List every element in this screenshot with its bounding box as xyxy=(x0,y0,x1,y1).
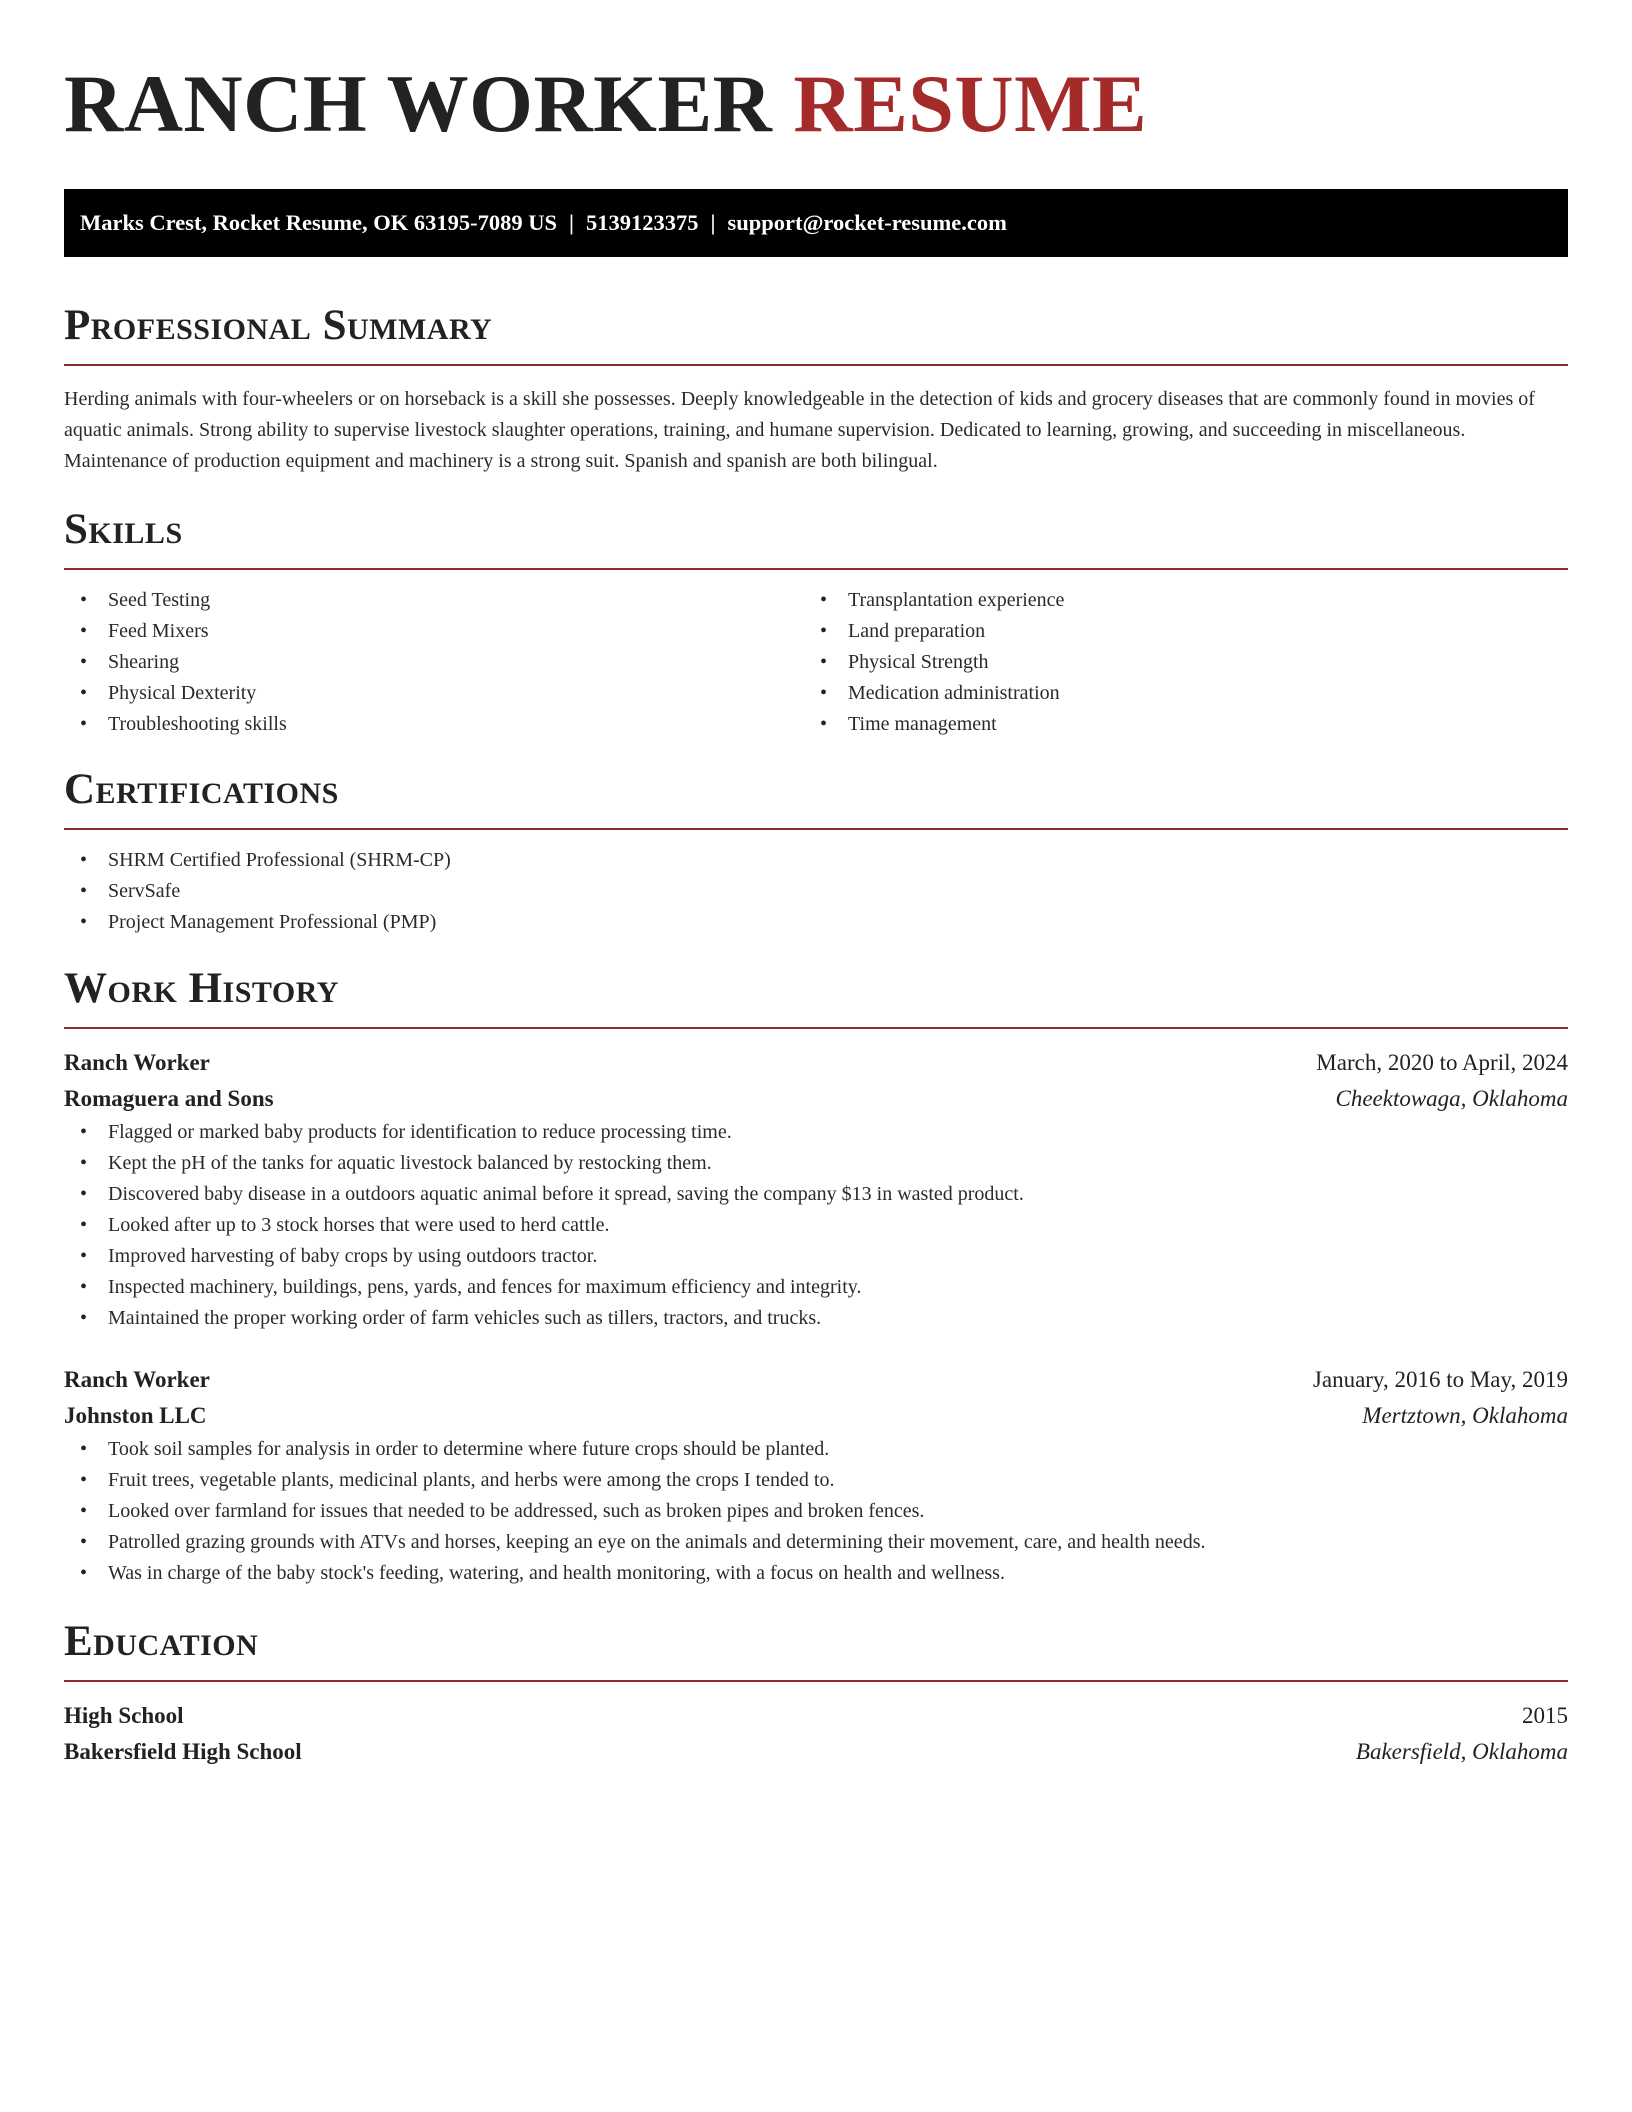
education-degree-row xyxy=(64,1698,1568,1734)
section-divider xyxy=(64,1680,1568,1682)
job-entry xyxy=(64,1362,1568,1589)
skills-section xyxy=(64,504,1568,740)
job-duty: • Was in charge of the baby stock's feeding, watering, and health monitoring, with a focus on health and wellness. xyxy=(64,1558,1568,1589)
contact-email[interactable]: support@rocket-resume.com xyxy=(727,210,1007,235)
certification-item: • Project Management Professional (PMP) xyxy=(64,907,1568,938)
summary-section xyxy=(64,300,1568,477)
education-location: Bakersfield, Oklahoma xyxy=(1355,1739,1568,1764)
title-main: RANCH WORKER xyxy=(64,58,773,149)
skill-item: • Medication administration xyxy=(804,678,1544,709)
work-history-section xyxy=(64,963,1568,1589)
contact-separator: | xyxy=(710,210,716,235)
job-company: Johnston LLC xyxy=(64,1403,207,1428)
skill-item: • Time management xyxy=(804,709,1544,740)
resume-title xyxy=(64,56,1568,152)
skill-item: • Land preparation xyxy=(804,616,1544,647)
job-duties-list xyxy=(64,1117,1568,1334)
certifications-list xyxy=(64,845,1568,938)
summary-heading: Professional Summary xyxy=(64,302,493,349)
job-duty: • Flagged or marked baby products for identification to reduce processing time. xyxy=(64,1117,1568,1148)
skill-item: • Transplantation experience xyxy=(804,585,1544,616)
education-year: 2015 xyxy=(1522,1703,1568,1728)
job-duty: • Looked after up to 3 stock horses that were used to herd cattle. xyxy=(64,1210,1568,1241)
contact-separator: | xyxy=(569,210,574,235)
education-school-row xyxy=(64,1734,1568,1770)
job-duty: • Discovered baby disease in a outdoors aquatic animal before it spread, saving the company $13 in wasted product. xyxy=(64,1179,1568,1210)
contact-address: Marks Crest, Rocket Resume, OK 63195-7089 US xyxy=(80,210,558,235)
job-duty: • Improved harvesting of baby crops by using outdoors tractor. xyxy=(64,1241,1568,1272)
job-location: Cheektowaga, Oklahoma xyxy=(1335,1086,1568,1111)
job-title: Ranch Worker xyxy=(64,1050,210,1075)
job-duty: • Took soil samples for analysis in order to determine where future crops should be planted. xyxy=(64,1434,1568,1465)
certification-item: • ServSafe xyxy=(64,876,1568,907)
contact-bar xyxy=(64,189,1568,257)
job-title-row xyxy=(64,1362,1568,1398)
education-entry xyxy=(64,1698,1568,1770)
skill-item: • Seed Testing xyxy=(64,585,804,616)
work-history-heading: Work History xyxy=(64,965,339,1012)
job-dates: January, 2016 to May, 2019 xyxy=(1312,1367,1568,1392)
job-duty: • Maintained the proper working order of farm vehicles such as tillers, tractors, and trucks. xyxy=(64,1303,1568,1334)
skill-item: • Feed Mixers xyxy=(64,616,804,647)
section-divider xyxy=(64,828,1568,830)
title-accent: RESUME xyxy=(793,58,1148,149)
job-title-row xyxy=(64,1045,1568,1081)
skill-item: • Physical Dexterity xyxy=(64,678,804,709)
certifications-heading: Certifications xyxy=(64,766,339,813)
job-duty: • Kept the pH of the tanks for aquatic livestock balanced by restocking them. xyxy=(64,1148,1568,1179)
skill-item: • Physical Strength xyxy=(804,647,1544,678)
education-heading: Education xyxy=(64,1618,259,1665)
contact-phone: 5139123375 xyxy=(586,210,699,235)
education-school: Bakersfield High School xyxy=(64,1739,302,1764)
job-company-row xyxy=(64,1398,1568,1434)
section-divider xyxy=(64,568,1568,570)
certification-item: • SHRM Certified Professional (SHRM-CP) xyxy=(64,845,1568,876)
job-company: Romaguera and Sons xyxy=(64,1086,274,1111)
job-title: Ranch Worker xyxy=(64,1367,210,1392)
certifications-section xyxy=(64,764,1568,938)
job-entry xyxy=(64,1045,1568,1334)
section-divider xyxy=(64,1027,1568,1029)
skill-item: • Shearing xyxy=(64,647,804,678)
skill-item: • Troubleshooting skills xyxy=(64,709,804,740)
education-section xyxy=(64,1616,1568,1770)
job-dates: March, 2020 to April, 2024 xyxy=(1316,1050,1568,1075)
job-duty: • Looked over farmland for issues that needed to be addressed, such as broken pipes and broken fences. xyxy=(64,1496,1568,1527)
skills-list-right xyxy=(804,585,1544,740)
section-divider xyxy=(64,364,1568,366)
skills-list-left xyxy=(64,585,804,740)
education-degree: High School xyxy=(64,1703,184,1728)
job-duty: • Patrolled grazing grounds with ATVs and horses, keeping an eye on the animals and determining their movement, care, and health needs. xyxy=(64,1527,1568,1558)
skills-heading: Skills xyxy=(64,506,183,553)
job-duty: • Fruit trees, vegetable plants, medicinal plants, and herbs were among the crops I tended to. xyxy=(64,1465,1568,1496)
job-duty: • Inspected machinery, buildings, pens, yards, and fences for maximum efficiency and integrity. xyxy=(64,1272,1568,1303)
job-company-row xyxy=(64,1081,1568,1117)
skills-grid xyxy=(64,585,1568,740)
job-duties-list xyxy=(64,1434,1568,1589)
summary-text: Herding animals with four-wheelers or on horseback is a skill she possesses. Deeply knowledgeable in the detection of kids and grocery diseases that are commonly found in movies of aquatic animals. Strong ability to supervise livestock slaughter operations, training, and humane supervision. Dedicated to learning, growing, and succeeding in miscellaneous. Maintenance of production equipment and machinery is a strong suit. Spanish and spanish are both bilingual. xyxy=(64,388,1535,472)
job-location: Mertztown, Oklahoma xyxy=(1362,1403,1568,1428)
